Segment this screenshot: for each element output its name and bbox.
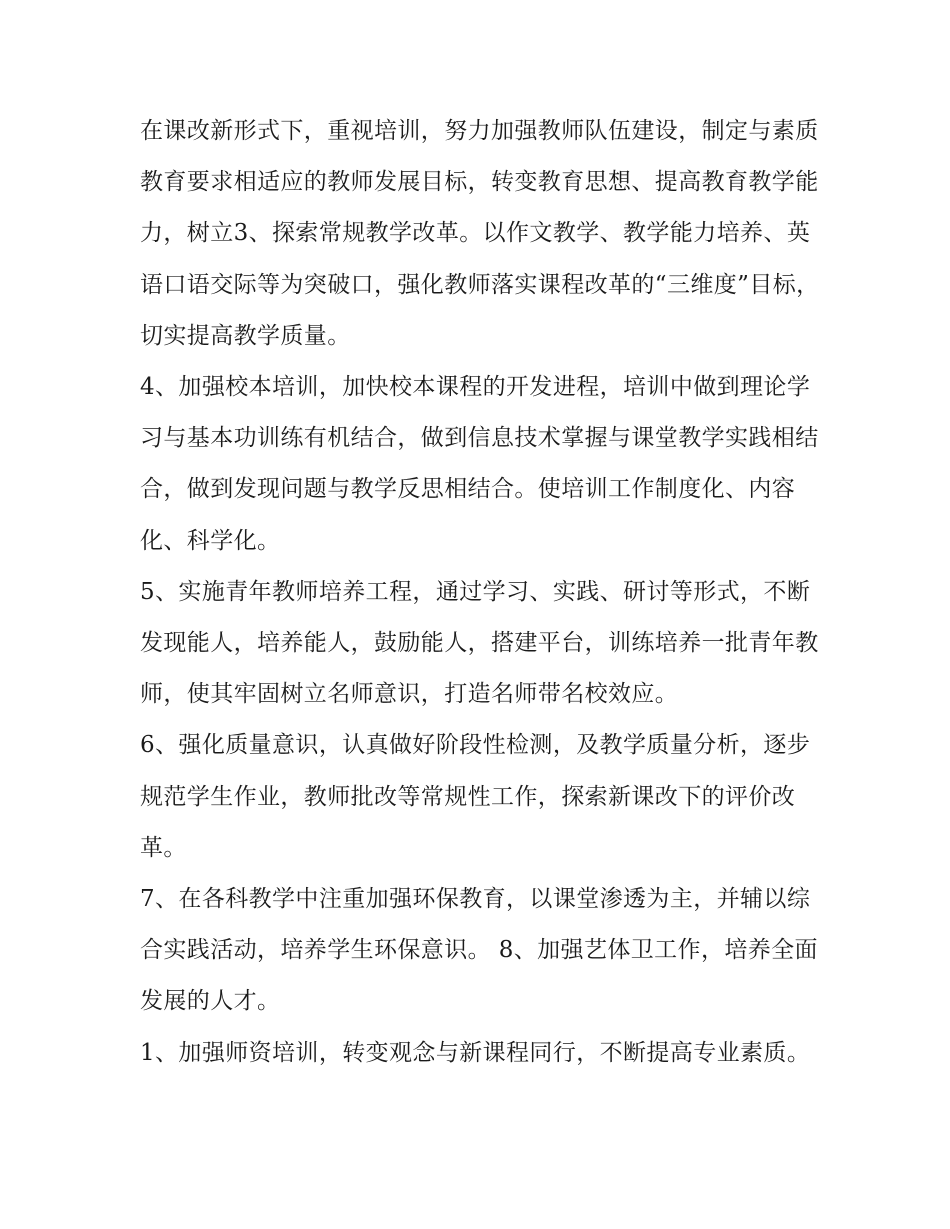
paragraph-teacher-development: 在课改新形式下，重视培训，努力加强教师队伍建设，制定与素质教育要求相适应的教师发展目标，转变教育思想、提高教育教学能力，树立3、探索常规教学改革。以作文教学、教学能力培养、英语口语交际等为突破口，强化教师落实课程改革的“三维度”目标，切实提高教学质量。	[140, 118, 820, 349]
paragraph-teacher-training: 1、加强师资培训，转变观念与新课程同行，不断提高专业素质。	[140, 1039, 811, 1066]
paragraph-environmental-education: 7、在各科教学中注重加强环保教育，以课堂渗透为主，并辅以综合实践活动，培养学生环保意识。 8、加强艺体卫工作，培养全面发展的人才。	[140, 886, 818, 1015]
paragraph-young-teachers: 5、实施青年教师培养工程，通过学习、实践、研讨等形式，不断发现能人，培养能人，鼓励能人，搭建平台，训练培养一批青年教师，使其牢固树立名师意识，打造名师带名校效应。	[140, 578, 819, 708]
document-body	[140, 106, 830, 1079]
paragraph-quality-awareness: 6、强化质量意识，认真做好阶段性检测，及教学质量分析，逐步规范学生作业，教师批改等常规性工作，探索新课改下的评价改革。	[140, 732, 811, 861]
paragraph-school-training: 4、加强校本培训，加快校本课程的开发进程，培训中做到理论学习与基本功训练有机结合，做到信息技术掌握与课堂教学实践相结合，做到发现问题与教学反思相结合。使培训工作制度化、内容化、科学化。	[140, 374, 819, 554]
